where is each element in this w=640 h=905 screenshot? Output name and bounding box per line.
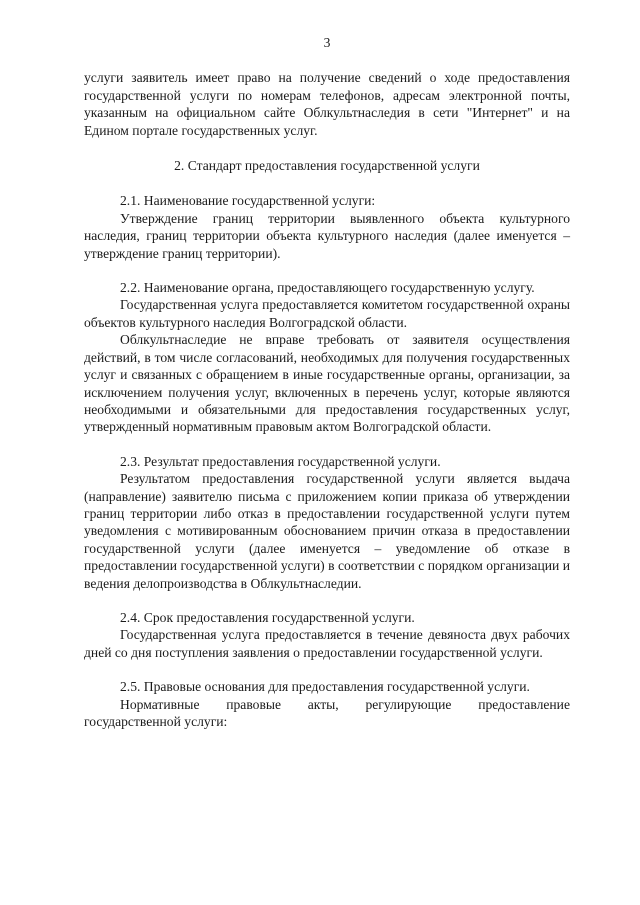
document-page	[84, 34, 570, 730]
section-2-2-text-2: Облкультнаследие не вправе требовать от заявителя осуществления действий, в том числе согласований, необходимых для получения государственных услуг и связанных с обращением в иные государственные органы, организации, за исключением получения услуг, включенных в перечень услуг, которые являются необходимыми и обязательными для предоставления государственных услуг, утвержденный нормативным правовым актом Волгоградской области.	[84, 332, 570, 435]
section-title: 2. Стандарт предоставления государственной услуги	[174, 158, 480, 174]
section-2-3-text: Результатом предоставления государственной услуги является выдача (направление) заявителю письма с приложением копии приказа об утверждении границ территории либо отказ в предоставлении государственной услуги путем уведомления с мотивированным обоснованием причин отказа в предоставлении государственной услуги (далее именуется – уведомление об отказе в предоставлении государственной услуги) в соответствии с порядком организации и ведения делопроизводства в Облкультнаследии.	[84, 471, 570, 591]
section-2-5-text: Нормативные правовые акты, регулирующие предоставление государственной услуги:	[84, 696, 570, 729]
section-2-5-heading: 2.5. Правовые основания для предоставления государственной услуги.	[120, 679, 530, 695]
section-2-1-heading: 2.1. Наименование государственной услуги:	[120, 193, 376, 209]
intro-paragraph: услуги заявитель имеет право на получение сведений о ходе предоставления государственной услуги по номерам телефонов, адресам электронной почты, указанным на официальном сайте Облкультнаследия в сети "Интернет" и на Едином портале государственных услуг.	[84, 70, 570, 138]
page-number: 3	[323, 35, 331, 50]
section-2-4-text: Государственная услуга предоставляется в течение девяноста двух рабочих дней со дня поступления заявления о предоставлении государственной услуги.	[84, 627, 570, 660]
section-2-2-text-1: Государственная услуга предоставляется комитетом государственной охраны объектов культурного наследия Волгоградской области.	[84, 297, 570, 330]
section-2-1-text: Утверждение границ территории выявленного объекта культурного наследия, границ территории объекта культурного наследия (далее именуется – утверждение границ территории).	[84, 210, 570, 261]
section-2-2-heading: 2.2. Наименование органа, предоставляющего государственную услугу.	[120, 280, 535, 296]
section-2-3-heading: 2.3. Результат предоставления государственной услуги.	[120, 453, 441, 469]
section-2-4-heading: 2.4. Срок предоставления государственной услуги.	[120, 609, 415, 625]
